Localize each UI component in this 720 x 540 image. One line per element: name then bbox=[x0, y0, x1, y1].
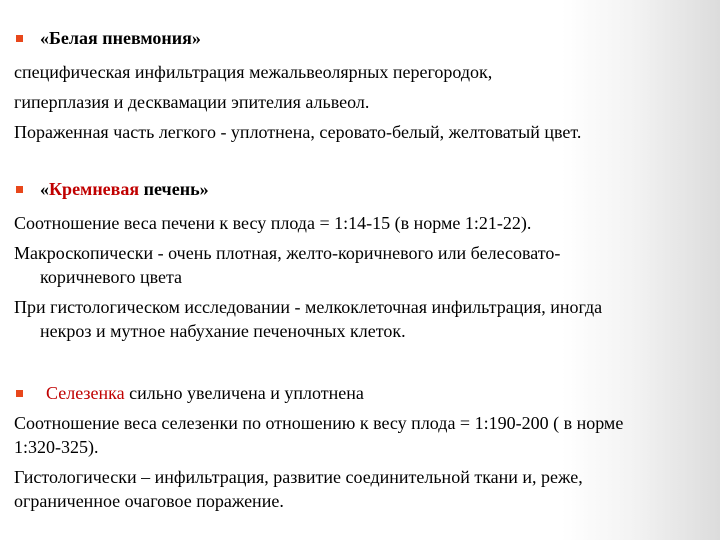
section2-line: При гистологическом исследовании - мелкоклеточная инфильтрация, иногда bbox=[14, 297, 603, 317]
section2-line: Макроскопически - очень плотная, желто-коричневого или белесовато- bbox=[14, 243, 561, 263]
section1-line: Пораженная часть легкого - уплотнена, серовато-белый, желтоватый цвет. bbox=[14, 122, 582, 142]
section2-title bbox=[40, 178, 209, 200]
section3-line: Соотношение веса селезенки по отношению к весу плода = 1:190-200 ( в норме bbox=[14, 413, 624, 433]
section2-title-rest: печень» bbox=[139, 179, 209, 199]
bullet-icon bbox=[16, 390, 23, 397]
section2-line: Соотношение веса печени к весу плода = 1:14-15 (в норме 1:21-22). bbox=[14, 213, 532, 233]
section3-line: ограниченное очаговое поражение. bbox=[14, 491, 284, 511]
section3-title bbox=[46, 382, 364, 404]
section3-title-rest: сильно увеличена и уплотнена bbox=[124, 383, 364, 403]
section2-title-highlight: Кремневая bbox=[49, 179, 140, 199]
section3-title-highlight: Селезенка bbox=[46, 383, 125, 403]
section2-line: некроз и мутное набухание печеночных клеток. bbox=[40, 321, 406, 341]
section2-title-open: « bbox=[40, 179, 49, 199]
section3-line: 1:320-325). bbox=[14, 437, 99, 457]
section1-line: гиперплазия и десквамации эпителия альвеол. bbox=[14, 92, 370, 112]
bullet-icon bbox=[16, 186, 23, 193]
bullet-icon bbox=[16, 35, 23, 42]
section2-line: коричневого цвета bbox=[40, 267, 183, 287]
section1-line: специфическая инфильтрация межальвеолярных перегородок, bbox=[14, 62, 493, 82]
section1-title: «Белая пневмония» bbox=[40, 28, 201, 48]
section3-line: Гистологически – инфильтрация, развитие соединительной ткани и, реже, bbox=[14, 467, 583, 487]
